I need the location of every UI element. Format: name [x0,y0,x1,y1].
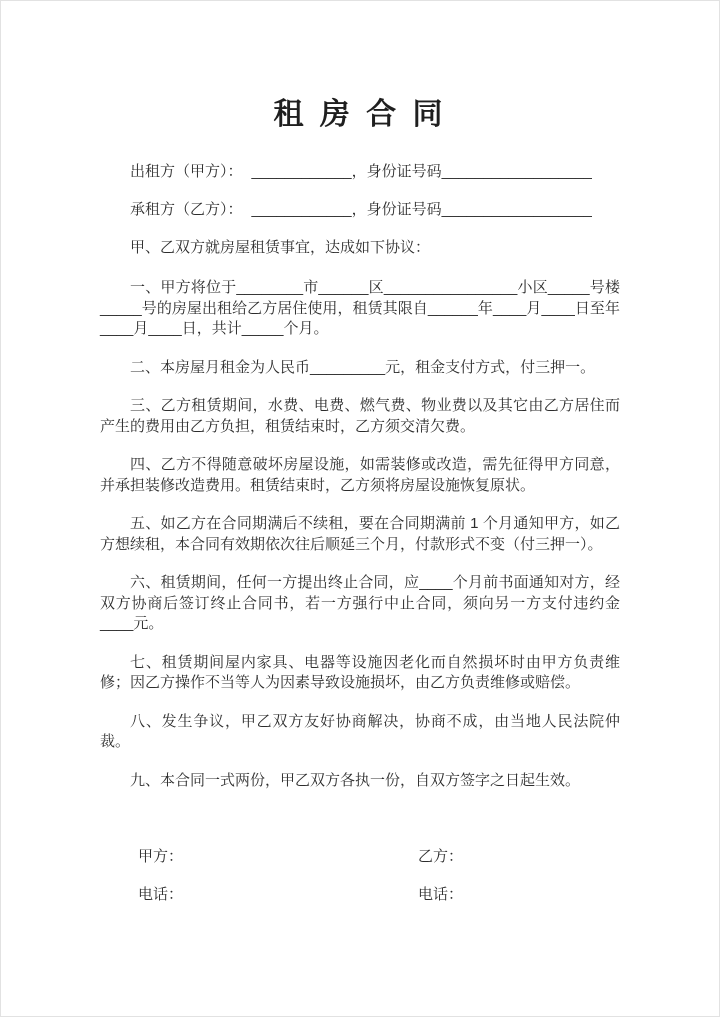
party-b-id-label: ，身份证号码 [351,201,442,218]
clause-7: 七、租赁期间屋内家具、电器等设施因老化而自然损坏时由甲方负责维修；因乙方操作不当等人为因素导致设施损坏，由乙方负责维修或赔偿。 [100,653,620,691]
party-b-signature-label: 乙方： [418,848,464,865]
party-b-name-blank: ____________ [251,201,352,218]
clause-4: 四、乙方不得随意破坏房屋设施，如需装修或改造，需先征得甲方同意，并承担装修改造费用。租赁结束时，乙方须将房屋设施恢复原状。 [100,456,620,494]
clause-8: 八、发生争议，甲乙双方友好协商解决，协商不成，由当地人民法院仲裁。 [100,712,620,750]
clause-1: 一、甲方将位于________市______区________________小区_____号楼_____号的房屋出租给乙方居住使用，租赁其限自______年____月____日至年____月____日，共计_____个月。 [100,279,620,337]
document-title: 租 房 合 同 [273,98,447,131]
signature-phones-row [138,885,620,905]
signature-names-row [138,847,620,867]
clause-5: 五、如乙方在合同期满后不续租，要在合同期满前 1 个月通知甲方，如乙方想续租，本合同有效期依次往后顺延三个月，付款形式不变（付三押一）。 [100,515,620,553]
party-b-id-blank: __________________ [441,201,592,218]
clause-6: 六、租赁期间，任何一方提出终止合同，应____个月前书面通知对方，经双方协商后签订终止合同书，若一方强行中止合同，须向另一方支付违约金____元。 [100,574,620,632]
signature-block [100,847,620,905]
party-b-line [100,200,620,220]
party-a-line [100,162,620,182]
party-a-phone-label: 电话： [138,886,184,903]
party-a-name-blank: ____________ [251,163,352,180]
agreement-intro: 甲、乙双方就房屋租赁事宜，达成如下协议： [130,239,431,256]
clause-3: 三、乙方租赁期间，水费、电费、燃气费、物业费以及其它由乙方居住而产生的费用由乙方负担，租赁结束时，乙方须交清欠费。 [100,397,620,435]
party-a-signature-label: 甲方： [138,848,184,865]
party-a-id-blank: __________________ [441,163,592,180]
clause-9: 九、本合同一式两份，甲乙双方各执一份，自双方签字之日起生效。 [130,771,581,789]
party-a-id-label: ，身份证号码 [351,163,442,180]
party-a-role-label: 出租方（甲方）： [130,163,243,180]
party-b-phone-label: 电话： [418,886,464,903]
party-b-role-label: 承租方（乙方）： [130,201,243,218]
clause-2: 二、本房屋月租金为人民币_________元，租金支付方式，付三押一。 [130,358,596,376]
